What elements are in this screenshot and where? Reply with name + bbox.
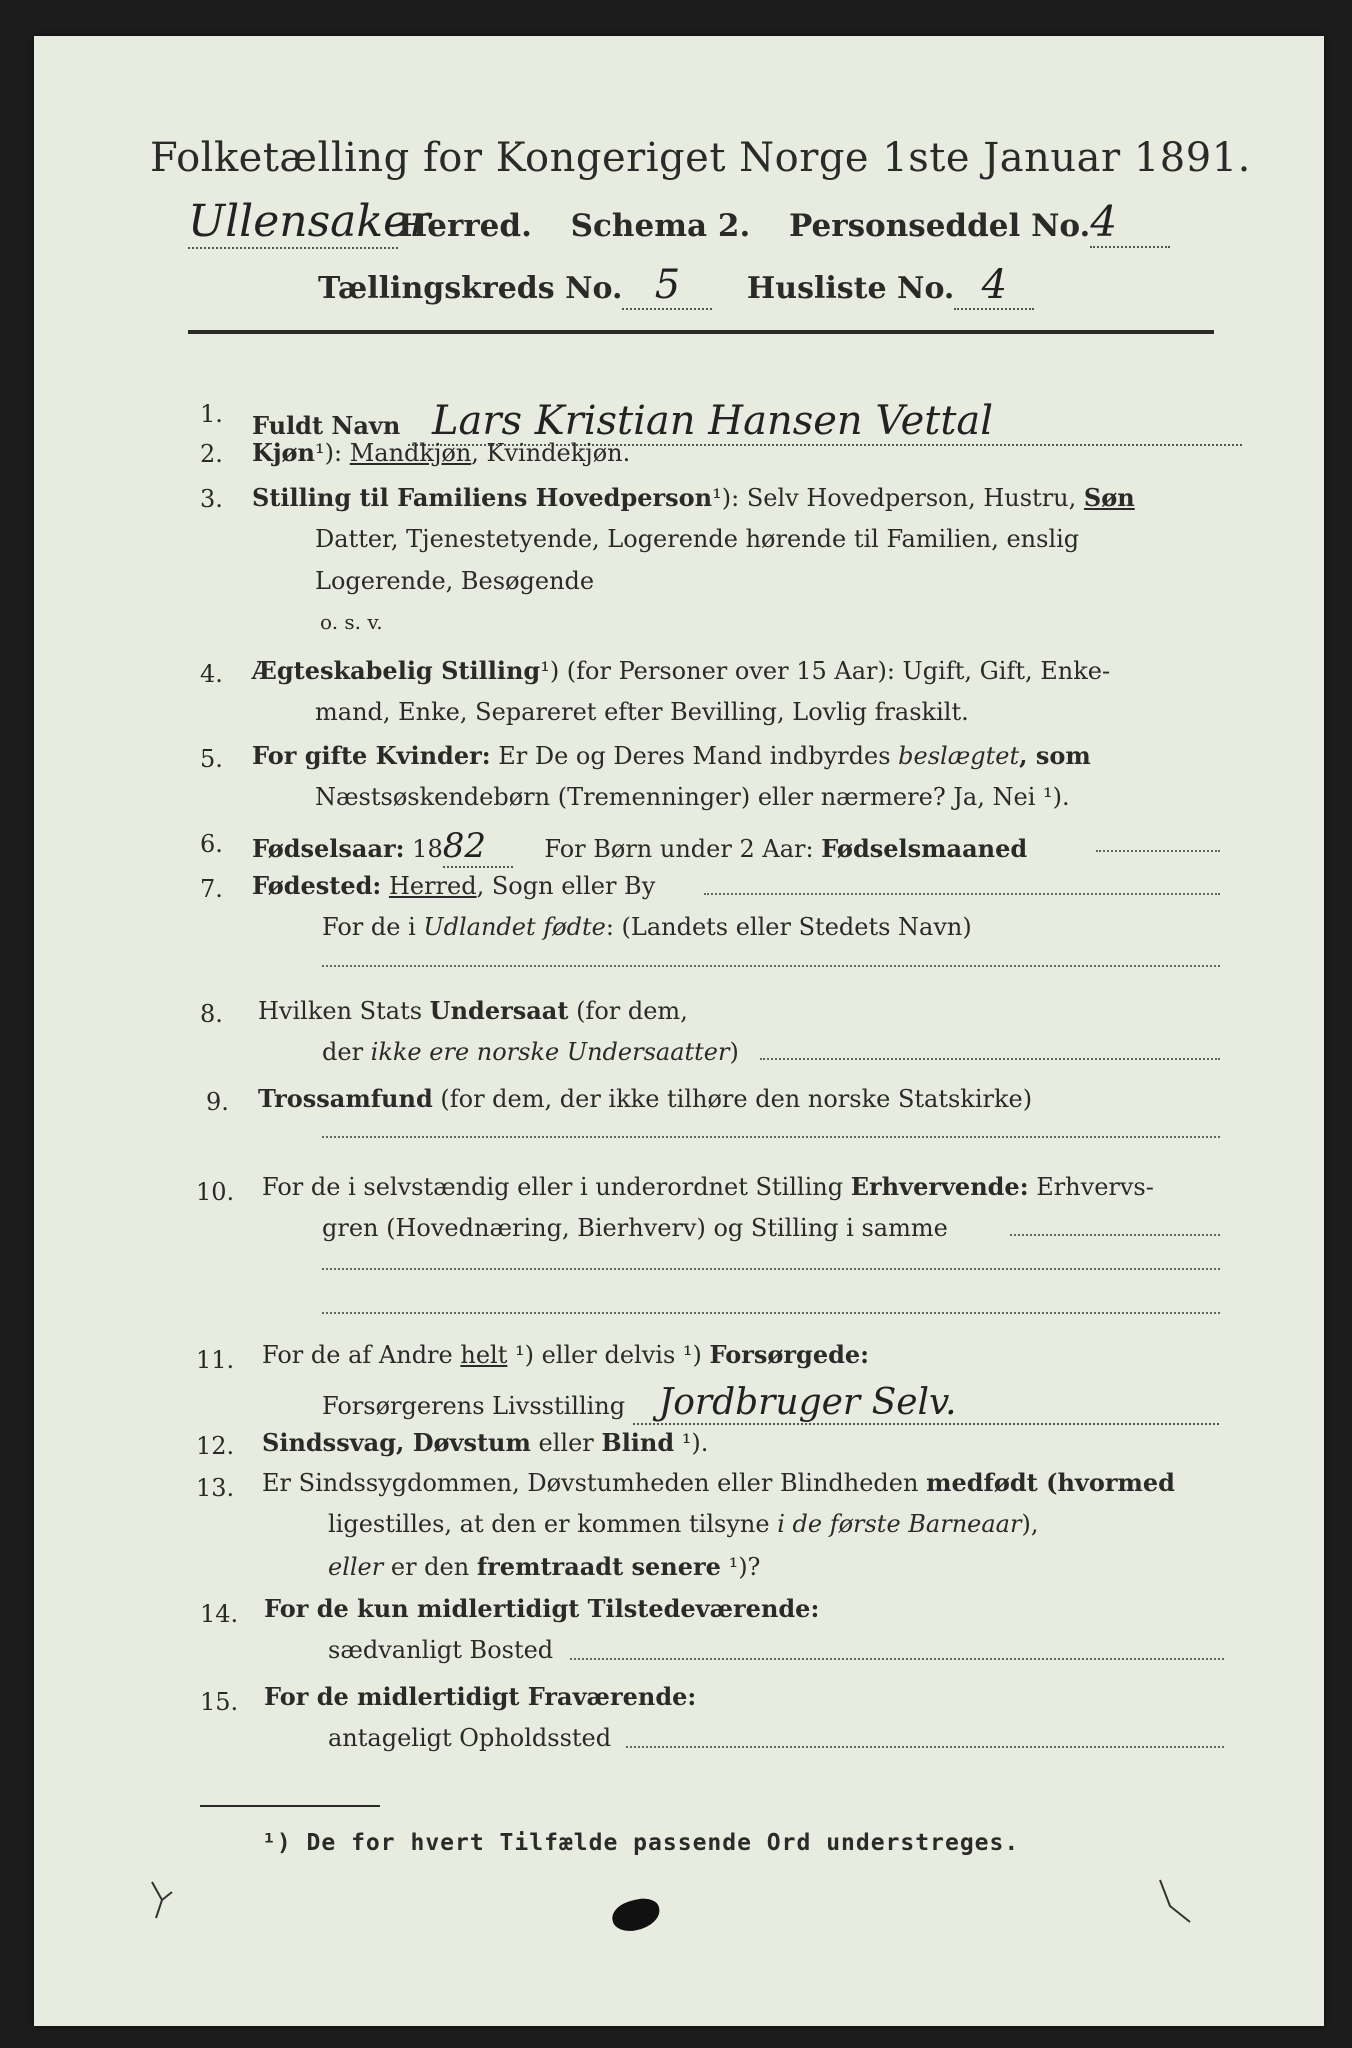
q15-label: For de midlertidigt Fraværende: [264, 1682, 697, 1711]
q3-line4: o. s. v. [320, 610, 383, 634]
q3-number: 3. [200, 485, 223, 513]
q14-line2: sædvanligt Bosted [328, 1636, 554, 1664]
herred-value: Ullensaker [188, 196, 431, 247]
q10-blank-line-2 [322, 1312, 1220, 1314]
form-title: Folketælling for Kongeriget Norge 1ste Januar 1891. [150, 135, 1251, 181]
q8-close: ) [729, 1038, 739, 1066]
q8-der: der [322, 1038, 371, 1066]
corner-mark-left-shape [150, 1880, 174, 1920]
q6-number: 6. [200, 830, 223, 858]
herred-line [188, 196, 1170, 249]
footnote-rule [200, 1805, 380, 1807]
q14-number: 14. [200, 1600, 239, 1628]
q12-label: Sindssvag, Døvstum [262, 1428, 531, 1457]
q8-for-dem: (for dem, [568, 997, 688, 1025]
q7-country-note: : (Landets eller Stedets Navn) [605, 913, 972, 941]
q4-number: 4. [200, 660, 223, 688]
q15-number: 15. [200, 1688, 239, 1716]
q8-line1 [258, 996, 688, 1025]
q1-number: 1. [200, 400, 223, 428]
q13-ligestilles: ligestilles, at den er kommen tilsyne [328, 1510, 778, 1538]
q7-line1 [252, 871, 655, 900]
q8-hvilken: Hvilken Stats [258, 997, 430, 1025]
q11-provider-occupation: Jordbruger Selv. [633, 1382, 1219, 1425]
q7-blank-line [322, 965, 1220, 967]
personseddel-label: Personseddel No. [789, 208, 1091, 244]
q12-end: ¹). [674, 1429, 709, 1457]
q7-herred: Herred [388, 872, 477, 900]
q8-number: 8. [200, 1000, 223, 1028]
q6-label: Fødselsaar: [252, 834, 405, 863]
q2-label: Kjøn [252, 438, 315, 467]
q2-row: Kjøn¹): Mandkjøn, Kvindekjøn. [252, 438, 631, 467]
q4-line2: mand, Enke, Separeret efter Bevilling, Lovlig fraskilt. [315, 698, 969, 726]
q10-erhvervs: Erhvervs- [1028, 1173, 1154, 1201]
q4-line1: Ægteskabelig Stilling¹) (for Personer over 15 Aar): Ugift, Gift, Enke- [252, 656, 1111, 685]
q13-line1 [262, 1468, 1175, 1497]
q5-som: , som [1019, 741, 1091, 770]
footnote: ¹) De for hvert Tilfælde passende Ord understreges. [262, 1830, 1020, 1856]
q6-birth-year: 82 [443, 826, 513, 868]
q14-label: For de kun midlertidigt Tilstedeværende: [264, 1594, 820, 1623]
q5-number: 5. [200, 745, 223, 773]
q11-for-de: For de af Andre [262, 1341, 461, 1369]
q1-full-name: Lars Kristian Hansen Vettal [408, 398, 1242, 446]
q11-forsorgede: Forsørgede: [709, 1340, 870, 1369]
corner-mark-left [150, 1880, 174, 1920]
q8-undersaat: Undersaat [429, 996, 569, 1025]
q9-blank-line [322, 1136, 1220, 1138]
q12-number: 12. [196, 1432, 235, 1460]
corner-mark-right [1156, 1878, 1192, 1924]
q6-month-label: Fødselsmaaned [821, 834, 1028, 863]
q13-line2 [328, 1510, 1038, 1538]
q6-row [252, 826, 1027, 868]
q3-line2: Datter, Tjenestetyende, Logerende hørende til Familien, enslig [315, 525, 1080, 553]
q7-fodte: fødte [535, 913, 606, 941]
q5-question: Er De og Deres Mand indbyrdes [490, 742, 899, 770]
q11-line2 [322, 1382, 1219, 1425]
q11-helt: helt [460, 1341, 508, 1369]
q3-options: ): Selv Hovedperson, Hustru, [721, 484, 1084, 512]
q2-number: 2. [200, 440, 223, 468]
q10-text: For de i selvstændig eller i underordnet Stilling [262, 1173, 851, 1201]
q9-line1 [258, 1084, 1032, 1113]
kreds-line [318, 262, 1034, 310]
q7-number: 7. [200, 875, 223, 903]
q5-beslaegtet: beslægtet [898, 742, 1020, 770]
q11-livsstilling-label: Forsørgerens Livsstilling [322, 1392, 626, 1420]
q10-erhvervende: Erhvervende: [850, 1172, 1029, 1201]
q14-line1 [264, 1594, 819, 1623]
q3-son: Søn [1083, 483, 1135, 512]
q6-century: 18 [412, 835, 443, 863]
q13-number: 13. [196, 1474, 235, 1502]
q4-options: ) (for Personer over 15 Aar): Ugift, Gift, Enke- [549, 657, 1111, 685]
q1-label: Fuldt Navn [252, 411, 401, 440]
q6-infant-note: For Børn under 2 Aar: [544, 835, 822, 863]
q14-blank-line [570, 1658, 1224, 1660]
q13-barneaar: i de første Barneaar [777, 1510, 1022, 1538]
q12-blind: Blind [601, 1428, 675, 1457]
q2-kvindekjon: , Kvindekjøn. [471, 439, 631, 467]
kreds-label: Tællingskreds No. [318, 271, 623, 306]
q4-label: Ægteskabelig Stilling [252, 656, 541, 685]
q2-separator: ): [324, 439, 350, 467]
q5-label: For gifte Kvinder: [252, 741, 491, 770]
q7-for-de-i: For de i [322, 913, 424, 941]
header-rule [188, 330, 1214, 334]
q6-month-line [1096, 850, 1220, 852]
q5-line2: Næstsøskendebørn (Tremenninger) eller nærmere? Ja, Nei ¹). [315, 783, 1070, 811]
husliste-label: Husliste No. [746, 271, 955, 306]
q10-blank-line-1 [322, 1268, 1220, 1270]
q11-number: 11. [196, 1346, 235, 1374]
q9-label: Trossamfund [258, 1084, 433, 1113]
q10-line2: gren (Hovednæring, Bierhverv) og Stilling i samme [322, 1214, 948, 1242]
q3-line1: Stilling til Familiens Hovedperson¹): Selv Hovedperson, Hustru, Søn [252, 483, 1135, 512]
q13-medfodt: medfødt [926, 1468, 1038, 1497]
q7-label: Fødested: [252, 871, 382, 900]
q7-udlandet: Udlandet [423, 913, 536, 941]
q9-number: 9. [206, 1088, 229, 1116]
kreds-value: 5 [622, 262, 712, 310]
schema-label: Schema 2. [570, 208, 751, 244]
husliste-value: 4 [954, 262, 1034, 310]
q7-line2 [322, 913, 972, 941]
census-form-sheet [34, 36, 1324, 2026]
q13-text: Er Sindssygdommen, Døvstumheden eller Blindheden [262, 1469, 927, 1497]
q13-er-den: er den [383, 1553, 477, 1581]
q13-senere: fremtraadt senere [476, 1552, 721, 1581]
q11-line1 [262, 1340, 869, 1369]
q8-blank-line [760, 1058, 1220, 1060]
q12-eller: eller [530, 1429, 602, 1457]
q13-close: ), [1021, 1510, 1039, 1538]
q10-line2-blank [1010, 1234, 1220, 1236]
q10-number: 10. [196, 1178, 235, 1206]
q11-delvis: ¹) eller delvis ¹) [507, 1341, 710, 1369]
q13-end: ¹)? [720, 1553, 761, 1581]
q9-note: (for dem, der ikke tilhøre den norske Statskirke) [432, 1085, 1033, 1113]
q7-line1-blank [704, 893, 1220, 895]
q13-eller: eller [328, 1553, 384, 1581]
q5-line1 [252, 741, 1091, 770]
herred-label: Herred. [398, 208, 532, 244]
q2-mandkjon: Mandkjøn [349, 439, 472, 467]
q3-label: Stilling til Familiens Hovedperson [252, 483, 713, 512]
q13-hvormed: (hvormed [1037, 1468, 1175, 1497]
q15-blank-line [626, 1746, 1224, 1748]
q15-line2: antageligt Opholdssted [328, 1724, 612, 1752]
q15-line1 [264, 1682, 696, 1711]
q7-options: , Sogn eller By [476, 872, 656, 900]
q3-line3: Logerende, Besøgende [315, 567, 595, 595]
q10-line1 [262, 1172, 1154, 1201]
q12-line1 [262, 1428, 708, 1457]
q8-ikke-norske: ikke ere norske Undersaatter [370, 1038, 730, 1066]
personseddel-value: 4 [1090, 197, 1170, 248]
q13-line3 [328, 1552, 760, 1581]
corner-mark-right-shape [1156, 1878, 1192, 1924]
q8-line2 [322, 1038, 739, 1066]
